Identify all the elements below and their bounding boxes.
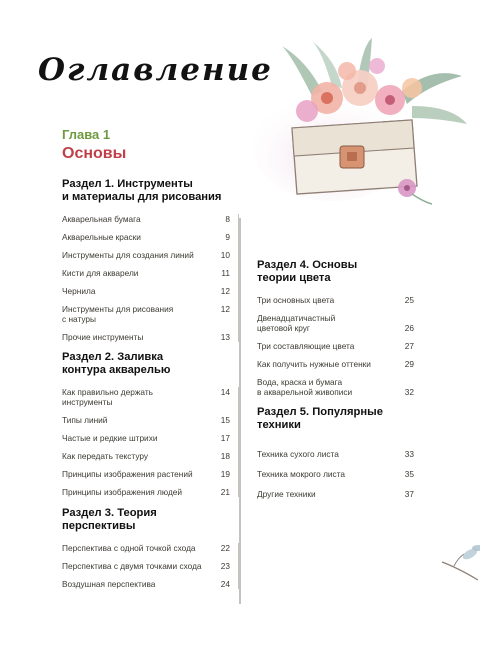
toc-entry-label: Инструменты для рисования с натуры bbox=[62, 304, 174, 324]
toc-entry-page: 8 bbox=[225, 214, 230, 224]
toc-entry-page: 24 bbox=[220, 579, 230, 589]
toc-entry[interactable] bbox=[257, 341, 422, 351]
toc-entry-page: 35 bbox=[404, 469, 414, 479]
toc-entry-page: 15 bbox=[220, 415, 230, 425]
toc-entries bbox=[62, 387, 239, 497]
column-divider bbox=[239, 218, 241, 604]
section-title: Раздел 5. Популярные техники bbox=[257, 406, 383, 431]
toc-entry-page: 17 bbox=[220, 433, 230, 443]
toc-entry-page: 19 bbox=[220, 469, 230, 479]
toc-entry-label: Принципы изображения людей bbox=[62, 487, 183, 497]
toc-entry-label: Техника мокрого листа bbox=[257, 469, 346, 479]
toc-entry[interactable] bbox=[62, 433, 238, 443]
toc-entry-label: Кисти для акварели bbox=[62, 268, 139, 278]
toc-entry-label: Три составляющие цвета bbox=[257, 341, 355, 351]
chapter-label: Глава 1 bbox=[62, 127, 111, 142]
toc-entry-label: Перспектива с двумя точками схода bbox=[62, 561, 202, 571]
toc-entry-page: 10 bbox=[220, 250, 230, 260]
toc-entry[interactable] bbox=[62, 332, 238, 342]
toc-entry[interactable] bbox=[62, 469, 238, 479]
page-title: Оглавление bbox=[38, 52, 273, 88]
toc-section bbox=[62, 507, 239, 589]
toc-entry-label: Частые и редкие штрихи bbox=[62, 433, 158, 443]
toc-entry[interactable] bbox=[257, 449, 422, 459]
toc-entry[interactable] bbox=[257, 489, 422, 499]
toc-entry-page: 23 bbox=[220, 561, 230, 571]
toc-entry[interactable] bbox=[62, 487, 238, 497]
toc-entry-page: 21 bbox=[220, 487, 230, 497]
section-title: Раздел 4. Основы теории цвета bbox=[257, 259, 358, 284]
branch-sprig-icon bbox=[440, 540, 480, 590]
toc-entry-page: 25 bbox=[404, 295, 414, 305]
toc-entry[interactable] bbox=[257, 377, 422, 397]
section-title: Раздел 2. Заливка контура акварелью bbox=[62, 351, 171, 376]
toc-entry-label: Три основных цвета bbox=[257, 295, 335, 305]
toc-entry[interactable] bbox=[62, 387, 238, 407]
toc-entry-page: 37 bbox=[404, 489, 414, 499]
toc-entries bbox=[62, 543, 239, 589]
watercolor-flowers-in-bag-icon bbox=[252, 36, 474, 212]
toc-entry-label: Воздушная перспектива bbox=[62, 579, 156, 589]
toc-entry[interactable] bbox=[62, 579, 238, 589]
toc-entry[interactable] bbox=[62, 543, 238, 553]
toc-entry-page: 9 bbox=[225, 232, 230, 242]
toc-section bbox=[257, 406, 422, 499]
toc-entry-label: Инструменты для создания линий bbox=[62, 250, 194, 260]
toc-entry-label: Как получить нужные оттенки bbox=[257, 359, 371, 369]
toc-entry[interactable] bbox=[62, 561, 238, 571]
toc-entries bbox=[257, 449, 422, 499]
toc-entry[interactable] bbox=[62, 214, 238, 224]
toc-entry-label: Прочие инструменты bbox=[62, 332, 144, 342]
toc-entry[interactable] bbox=[62, 250, 238, 260]
toc-entry-label: Принципы изображения растений bbox=[62, 469, 193, 479]
section-title: Раздел 3. Теория перспективы bbox=[62, 507, 157, 532]
toc-entry-page: 32 bbox=[404, 387, 414, 397]
toc-entry[interactable] bbox=[62, 451, 238, 461]
toc-entry[interactable] bbox=[62, 415, 238, 425]
chapter-name: Основы bbox=[62, 145, 127, 162]
toc-entry-label: Как передать текстуру bbox=[62, 451, 149, 461]
toc-section bbox=[62, 351, 239, 497]
toc-entry[interactable] bbox=[257, 313, 422, 333]
toc-entry-page: 26 bbox=[404, 323, 414, 333]
toc-section bbox=[257, 259, 422, 397]
toc-entry-page: 11 bbox=[221, 268, 230, 278]
toc-entry[interactable] bbox=[62, 268, 238, 278]
toc-entry-label: Акварельная бумага bbox=[62, 214, 141, 224]
toc-entry-page: 13 bbox=[220, 332, 230, 342]
toc-entry-page: 14 bbox=[220, 387, 230, 397]
section-title: Раздел 1. Инструменты и материалы для рисования bbox=[62, 178, 222, 203]
toc-entry[interactable] bbox=[257, 469, 422, 479]
toc-entry-label: Техника сухого листа bbox=[257, 449, 339, 459]
toc-entry-page: 18 bbox=[220, 451, 230, 461]
toc-entry-label: Вода, краска и бумага в акварельной живописи bbox=[257, 377, 353, 397]
toc-entry-label: Перспектива с одной точкой схода bbox=[62, 543, 196, 553]
toc-entry-page: 12 bbox=[220, 304, 230, 314]
toc-entry-label: Как правильно держать инструменты bbox=[62, 387, 153, 407]
toc-entry-label: Чернила bbox=[62, 286, 96, 296]
toc-entry-page: 29 bbox=[404, 359, 414, 369]
toc-entry[interactable] bbox=[257, 359, 422, 369]
toc-entries bbox=[62, 214, 239, 342]
toc-entry-label: Двенадцатичастный цветовой круг bbox=[257, 313, 336, 333]
toc-entry-label: Типы линий bbox=[62, 415, 108, 425]
toc-entries bbox=[257, 295, 422, 397]
toc-entry-page: 27 bbox=[404, 341, 414, 351]
toc-entry[interactable] bbox=[257, 295, 422, 305]
toc-entry-page: 12 bbox=[220, 286, 230, 296]
toc-entry[interactable] bbox=[62, 232, 238, 242]
toc-entry-page: 33 bbox=[404, 449, 414, 459]
toc-entry[interactable] bbox=[62, 304, 238, 324]
toc-entry[interactable] bbox=[62, 286, 238, 296]
toc-section bbox=[62, 178, 239, 342]
toc-entry-page: 22 bbox=[220, 543, 230, 553]
toc-entry-label: Другие техники bbox=[257, 489, 316, 499]
toc-entry-label: Акварельные краски bbox=[62, 232, 141, 242]
